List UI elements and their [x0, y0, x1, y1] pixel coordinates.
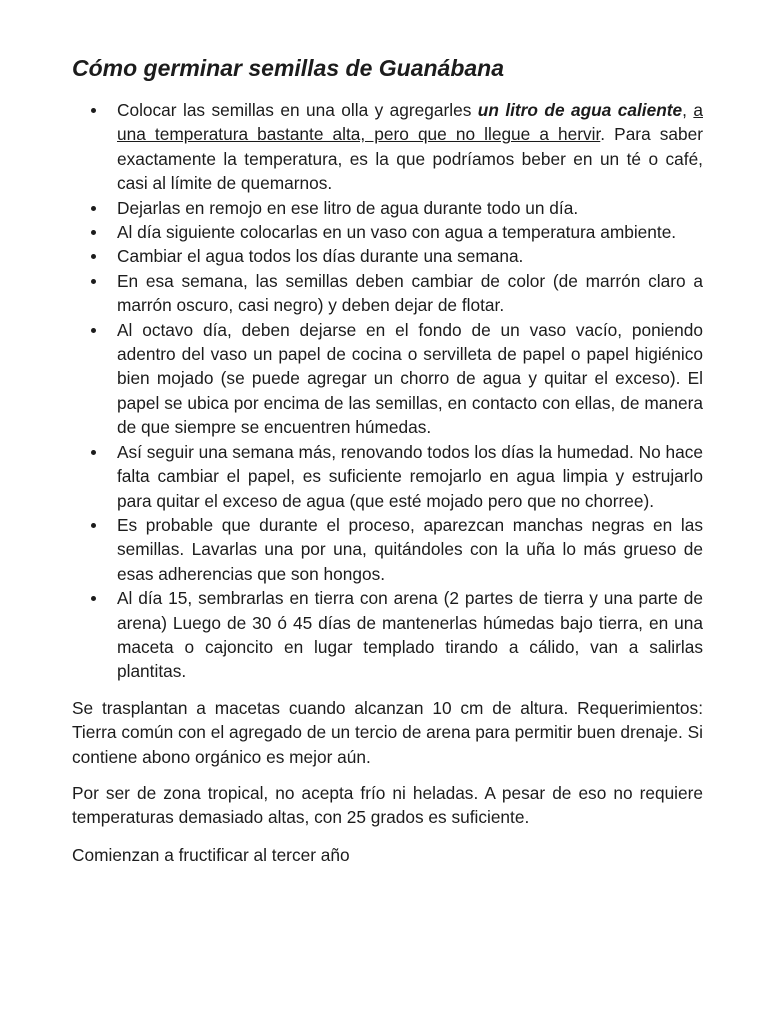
- list-item-text: ,: [682, 100, 694, 120]
- body-paragraph: Se trasplantan a macetas cuando alcanzan 10 cm de altura. Requerimientos: Tierra común con el agregado de un tercio de arena para permitir buen drenaje. Si contiene abono orgánico es mejor aún.: [72, 697, 703, 767]
- list-item-text: Dejarlas en remojo en ese litro de agua durante todo un día.: [117, 197, 579, 218]
- list-item: [117, 440, 703, 513]
- bullet-icon: [91, 254, 96, 259]
- list-item: [117, 318, 703, 440]
- document-page: [72, 50, 703, 867]
- list-item-text: . Para saber exactamente la temperatura, es la que podríamos beber en un té o café, casi al límite de quemarnos.: [117, 124, 703, 194]
- underlined-text: a una temperatura bastante alta, pero que no llegue a hervir: [117, 100, 703, 145]
- bullet-icon: [91, 279, 96, 284]
- list-item: [117, 98, 703, 196]
- list-item-text: Así seguir una semana más, renovando todos los días la humedad. No hace falta cambiar el papel, es suficiente remojarlo en agua limpia y estrujarlo para quitar el exceso de agua (que esté mojado pero que no chorree).: [117, 441, 703, 511]
- bullet-icon: [91, 206, 96, 211]
- emphasis-text: un litro de agua caliente: [477, 100, 683, 120]
- bullet-icon: [91, 450, 96, 455]
- bullet-icon: [91, 230, 96, 235]
- list-item-text: Es probable que durante el proceso, aparezcan manchas negras en las semillas. Lavarlas una por una, quitándoles con la uña lo más grueso de esas adherencias que son hongos.: [117, 514, 703, 584]
- list-item: [117, 586, 703, 684]
- document-title: Cómo germinar semillas de Guanábana: [72, 55, 505, 81]
- body-paragraph: Comienzan a fructificar al tercer año: [72, 844, 350, 865]
- body-paragraph: Por ser de zona tropical, no acepta frío ni heladas. A pesar de eso no requiere temperaturas demasiado altas, con 25 grados es suficiente.: [72, 782, 703, 828]
- list-item-text: Al día siguiente colocarlas en un vaso con agua a temperatura ambiente.: [117, 222, 677, 243]
- list-item: [117, 196, 703, 220]
- list-item-text: En esa semana, las semillas deben cambiar de color (de marrón claro a marrón oscuro, casi negro) y deben dejar de flotar.: [117, 270, 703, 316]
- list-item: [117, 244, 703, 268]
- list-item: [117, 220, 703, 244]
- bullet-icon: [91, 328, 96, 333]
- bullet-icon: [91, 523, 96, 528]
- bullet-icon: [91, 596, 96, 601]
- list-item-text: Al día 15, sembrarlas en tierra con arena (2 partes de tierra y una parte de arena) Luego de 30 ó 45 días de mantenerlas húmedas bajo tierra, en una maceta o cajoncito en lugar templado tirando a cálido, van a salirlas plantitas.: [117, 588, 703, 682]
- bullet-icon: [91, 108, 96, 113]
- instruction-list: [72, 98, 703, 684]
- list-item-text: Al octavo día, deben dejarse en el fondo de un vaso vacío, poniendo adentro del vaso un papel de cocina o servilleta de papel o papel higiénico bien mojado (se puede agregar un chorro de agua y quitar el exceso). El papel se ubica por encima de las semillas, en contacto con ellas, de manera de que siempre se encuentren húmedas.: [117, 319, 703, 438]
- list-item-text: Colocar las semillas en una olla y agregarles: [117, 100, 478, 120]
- list-item-text: Cambiar el agua todos los días durante una semana.: [117, 246, 524, 267]
- list-item: [117, 269, 703, 318]
- list-item: [117, 513, 703, 586]
